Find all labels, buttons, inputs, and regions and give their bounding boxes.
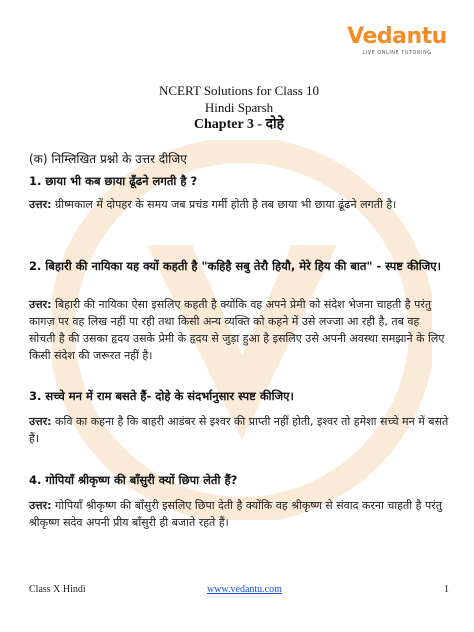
question-4: 4. गोपियाँ श्रीकृष्ण की बाँसुरी क्यों छिपा लेती हैं? (29, 473, 238, 487)
question-2: 2. बिहारी की नायिका यह क्यों कहती है "कहिहै सबु तेरौ हियौ, मेरे हिय की बात" - स्पष्ट कीजिए। (29, 259, 441, 273)
answer-text: कवि का कहना है कि बाहरी आडंबर से इश्वर की प्राप्ती नहीं होती, इश्वर तो हमेशा सच्चे मन में बसते हैं। (29, 415, 449, 445)
vedantu-logo (342, 26, 452, 56)
header-subject: Hindi Sparsh (204, 100, 274, 115)
logo-tagline: LIVE ONLINE TUTORING (362, 50, 432, 56)
header-chapter: Chapter 3 - दोहे (193, 117, 285, 132)
logo-wordmark: Vedantu (347, 24, 447, 49)
answer-text: ग्रीष्मकाल में दोपहर के समय जब प्रचंड गर्मी होती है तब छाया भी छाया ढूंढने लगती है। (51, 198, 397, 211)
answer-label: उत्तर: (29, 198, 52, 211)
answer-label: उत्तर: (29, 415, 52, 428)
question-3: 3. सच्चे मन में राम बसते हैं- दोहे के संदर्भानुसार स्पष्ट कीजिए। (29, 389, 294, 403)
answer-label: उत्तर: (29, 499, 52, 512)
answer-text: गोपियाँ श्रीकृष्ण की बाँसुरी इसलिए छिपा देती है क्योंकि वह श्रीकृष्ण से संवाद करना चाहती है परंतु श्रीकृष्ण सदेव अपनी प्रीय बाँसुरी ही बजाते रहते हैं। (29, 499, 442, 529)
page-number: 1 (444, 584, 449, 595)
answer-2 (29, 296, 449, 364)
question-1: 1. छाया भी कब छाया ढूँढने लगती है ? (29, 174, 198, 188)
footer-class: Class X Hindi (29, 584, 86, 595)
document-header (29, 82, 449, 133)
footer-website-link[interactable]: www.vedantu.com (207, 584, 282, 595)
answer-4 (29, 497, 449, 531)
header-title: NCERT Solutions for Class 10 (158, 83, 320, 98)
answer-text: बिहारी की नायिका ऐसा इसलिए कहती है क्योंकि वह अपने प्रेमी को संदेश भेजना चाहती है परंतु कागज़ पर वह लिख नहीं पा रही तथा किसी अन्य व्यक्ति को कहने में उसे लज्जा आ रही है, तब वह सोचती है की उसका हृदय उसके प्रेमी के हृदय से जुड़ा हुआ है इसलिए उसे अपनी अवस्था समझाने के लिए किसी संदेश की जरूरत नहीं है। (29, 298, 445, 362)
section-instruction: (क) निम्लिखित प्रश्नो के उत्तर दीजिए (29, 152, 187, 166)
answer-label: उत्तर: (29, 298, 52, 311)
answer-1 (29, 196, 449, 213)
answer-3 (29, 413, 449, 447)
